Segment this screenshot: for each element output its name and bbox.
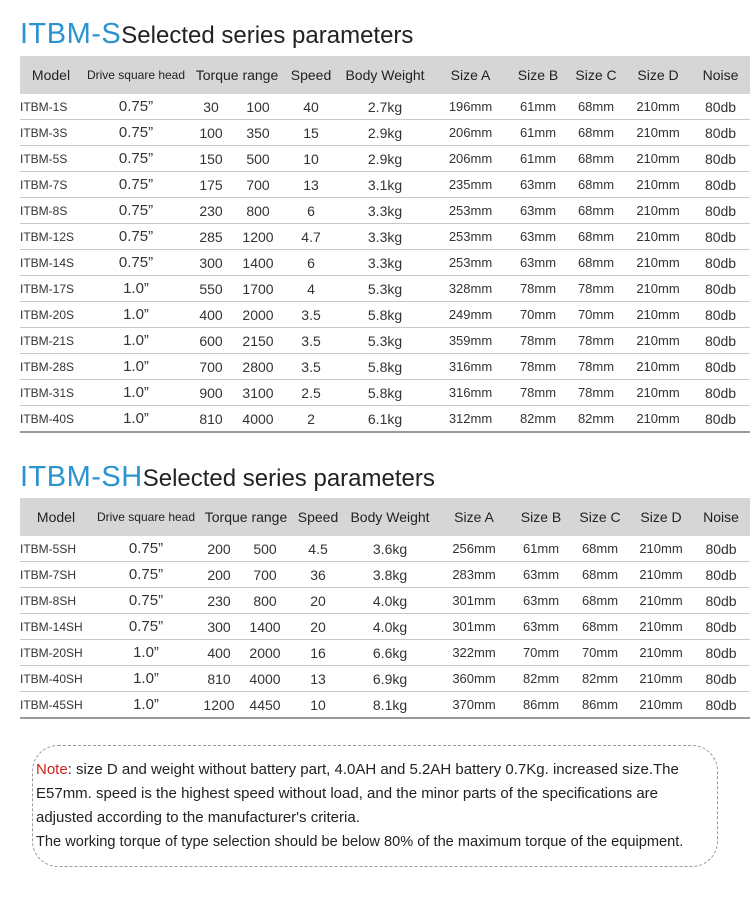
cell-noise: 80db: [691, 120, 750, 146]
cell-size-a: 328mm: [432, 276, 509, 302]
cell-torque-min: 1200: [200, 692, 238, 719]
table-row: [20, 250, 750, 276]
cell-size-a: 370mm: [436, 692, 512, 719]
note-line-1: [36, 758, 736, 782]
header-size-b: Size B: [512, 498, 570, 536]
cell-size-a: 316mm: [432, 380, 509, 406]
cell-body-weight: 2.9kg: [338, 146, 432, 172]
cell-size-d: 210mm: [630, 692, 692, 719]
cell-size-b: 61mm: [512, 536, 570, 562]
cell-size-d: 210mm: [625, 172, 691, 198]
cell-speed: 6: [284, 198, 338, 224]
cell-noise: 80db: [692, 588, 750, 614]
cell-noise: 80db: [692, 614, 750, 640]
spec-table-itbm-s: [20, 56, 750, 433]
cell-speed: 36: [292, 562, 344, 588]
cell-size-c: 68mm: [570, 536, 630, 562]
cell-size-a: 359mm: [432, 328, 509, 354]
cell-drive-square-head: 0.75”: [82, 120, 190, 146]
table-header-row: [20, 56, 750, 94]
table-row: [20, 640, 750, 666]
cell-size-a: 235mm: [432, 172, 509, 198]
cell-drive-square-head: 1.0”: [82, 302, 190, 328]
cell-size-c: 68mm: [570, 562, 630, 588]
cell-size-b: 61mm: [509, 120, 567, 146]
cell-size-d: 210mm: [630, 588, 692, 614]
cell-noise: 80db: [691, 250, 750, 276]
cell-size-c: 78mm: [567, 276, 625, 302]
table-row: [20, 172, 750, 198]
header-noise: Noise: [692, 498, 750, 536]
cell-body-weight: 5.8kg: [338, 302, 432, 328]
header-size-b: Size B: [509, 56, 567, 94]
cell-body-weight: 2.9kg: [338, 120, 432, 146]
cell-torque-max: 350: [232, 120, 284, 146]
cell-size-b: 63mm: [512, 588, 570, 614]
table-row: [20, 354, 750, 380]
cell-body-weight: 4.0kg: [344, 614, 436, 640]
cell-noise: 80db: [691, 198, 750, 224]
cell-size-c: 82mm: [567, 406, 625, 433]
cell-size-a: 312mm: [432, 406, 509, 433]
header-model: Model: [20, 498, 92, 536]
cell-size-a: 316mm: [432, 354, 509, 380]
table-row: [20, 146, 750, 172]
cell-size-b: 63mm: [512, 562, 570, 588]
cell-drive-square-head: 0.75”: [92, 562, 200, 588]
header-size-c: Size C: [567, 56, 625, 94]
cell-speed: 40: [284, 94, 338, 120]
table-row: [20, 666, 750, 692]
cell-model: ITBM-20SH: [20, 640, 92, 666]
cell-model: ITBM-12S: [20, 224, 82, 250]
cell-size-b: 82mm: [512, 666, 570, 692]
table-row: [20, 120, 750, 146]
cell-size-d: 210mm: [625, 146, 691, 172]
cell-torque-min: 810: [190, 406, 232, 433]
cell-torque-min: 810: [200, 666, 238, 692]
cell-size-b: 61mm: [509, 94, 567, 120]
cell-torque-min: 400: [190, 302, 232, 328]
cell-size-d: 210mm: [625, 380, 691, 406]
cell-size-b: 78mm: [509, 328, 567, 354]
cell-torque-max: 2000: [232, 302, 284, 328]
cell-torque-min: 30: [190, 94, 232, 120]
section-title-itbm-s: [20, 18, 413, 51]
cell-drive-square-head: 0.75”: [92, 614, 200, 640]
cell-torque-min: 900: [190, 380, 232, 406]
cell-drive-square-head: 0.75”: [82, 198, 190, 224]
cell-noise: 80db: [692, 536, 750, 562]
cell-size-a: 206mm: [432, 120, 509, 146]
cell-speed: 20: [292, 588, 344, 614]
cell-size-c: 68mm: [567, 198, 625, 224]
cell-size-c: 78mm: [567, 380, 625, 406]
cell-body-weight: 5.3kg: [338, 328, 432, 354]
cell-model: ITBM-21S: [20, 328, 82, 354]
cell-torque-min: 285: [190, 224, 232, 250]
cell-model: ITBM-28S: [20, 354, 82, 380]
note-line-4: The working torque of type selection should be below 80% of the maximum torque of the equipment.: [36, 834, 684, 850]
cell-drive-square-head: 0.75”: [92, 536, 200, 562]
cell-size-c: 68mm: [567, 146, 625, 172]
cell-size-a: 360mm: [436, 666, 512, 692]
cell-size-d: 210mm: [625, 328, 691, 354]
cell-noise: 80db: [691, 406, 750, 433]
note-line-3: adjusted according to the manufacturer's criteria.: [36, 809, 360, 826]
cell-noise: 80db: [691, 224, 750, 250]
cell-size-a: 301mm: [436, 588, 512, 614]
cell-model: ITBM-1S: [20, 94, 82, 120]
cell-speed: 4.5: [292, 536, 344, 562]
cell-drive-square-head: 0.75”: [82, 224, 190, 250]
cell-size-b: 78mm: [509, 380, 567, 406]
cell-body-weight: 3.3kg: [338, 198, 432, 224]
table-row: [20, 536, 750, 562]
header-body-weight: Body Weight: [344, 498, 436, 536]
cell-torque-min: 230: [200, 588, 238, 614]
header-torque-range: Torque range: [200, 498, 292, 536]
cell-noise: 80db: [691, 328, 750, 354]
cell-size-c: 70mm: [570, 640, 630, 666]
header-size-c: Size C: [570, 498, 630, 536]
cell-size-c: 86mm: [570, 692, 630, 719]
cell-torque-max: 1700: [232, 276, 284, 302]
cell-model: ITBM-40S: [20, 406, 82, 433]
note-line-2: E57mm. speed is the highest speed without load, and the minor parts of the specifications are: [36, 785, 659, 802]
cell-size-c: 68mm: [567, 224, 625, 250]
cell-size-c: 82mm: [570, 666, 630, 692]
cell-torque-max: 2000: [238, 640, 292, 666]
cell-speed: 13: [292, 666, 344, 692]
cell-size-a: 256mm: [436, 536, 512, 562]
cell-drive-square-head: 0.75”: [92, 588, 200, 614]
cell-torque-max: 2800: [232, 354, 284, 380]
cell-size-d: 210mm: [630, 536, 692, 562]
cell-size-d: 210mm: [630, 640, 692, 666]
table-header-row: [20, 498, 750, 536]
cell-size-a: 301mm: [436, 614, 512, 640]
spec-table-itbm-sh: [20, 498, 750, 719]
cell-size-b: 78mm: [509, 354, 567, 380]
cell-body-weight: 5.8kg: [338, 354, 432, 380]
cell-size-a: 322mm: [436, 640, 512, 666]
cell-noise: 80db: [691, 276, 750, 302]
cell-model: ITBM-8S: [20, 198, 82, 224]
cell-torque-min: 300: [190, 250, 232, 276]
cell-drive-square-head: 1.0”: [92, 692, 200, 719]
cell-size-d: 210mm: [625, 406, 691, 433]
table-row: [20, 406, 750, 433]
note-label: Note: [36, 761, 68, 778]
cell-speed: 4.7: [284, 224, 338, 250]
table-row: [20, 614, 750, 640]
cell-size-c: 68mm: [567, 250, 625, 276]
header-torque-range: Torque range: [190, 56, 284, 94]
cell-size-b: 78mm: [509, 276, 567, 302]
cell-size-a: 253mm: [432, 250, 509, 276]
cell-size-a: 196mm: [432, 94, 509, 120]
cell-speed: 15: [284, 120, 338, 146]
header-size-d: Size D: [630, 498, 692, 536]
cell-noise: 80db: [691, 354, 750, 380]
table-row: [20, 198, 750, 224]
table-row: [20, 224, 750, 250]
cell-model: ITBM-14S: [20, 250, 82, 276]
cell-body-weight: 2.7kg: [338, 94, 432, 120]
cell-torque-max: 700: [238, 562, 292, 588]
header-body-weight: Body Weight: [338, 56, 432, 94]
header-drive-square-head: Drive square head: [82, 56, 190, 94]
cell-body-weight: 6.1kg: [338, 406, 432, 433]
header-model: Model: [20, 56, 82, 94]
cell-size-c: 68mm: [567, 94, 625, 120]
cell-speed: 10: [284, 146, 338, 172]
cell-size-b: 70mm: [512, 640, 570, 666]
table-row: [20, 94, 750, 120]
cell-body-weight: 3.3kg: [338, 250, 432, 276]
cell-torque-min: 230: [190, 198, 232, 224]
cell-size-d: 210mm: [625, 354, 691, 380]
cell-body-weight: 6.6kg: [344, 640, 436, 666]
cell-torque-min: 300: [200, 614, 238, 640]
cell-size-d: 210mm: [625, 94, 691, 120]
cell-model: ITBM-45SH: [20, 692, 92, 719]
cell-noise: 80db: [691, 146, 750, 172]
cell-size-b: 82mm: [509, 406, 567, 433]
cell-body-weight: 5.8kg: [338, 380, 432, 406]
header-size-a: Size A: [436, 498, 512, 536]
cell-model: ITBM-31S: [20, 380, 82, 406]
cell-drive-square-head: 0.75”: [82, 146, 190, 172]
cell-body-weight: 3.6kg: [344, 536, 436, 562]
cell-size-b: 63mm: [512, 614, 570, 640]
cell-drive-square-head: 1.0”: [82, 380, 190, 406]
cell-noise: 80db: [691, 302, 750, 328]
cell-torque-min: 400: [200, 640, 238, 666]
cell-size-c: 78mm: [567, 328, 625, 354]
cell-body-weight: 6.9kg: [344, 666, 436, 692]
cell-speed: 3.5: [284, 328, 338, 354]
cell-torque-max: 700: [232, 172, 284, 198]
cell-drive-square-head: 1.0”: [82, 328, 190, 354]
cell-body-weight: 8.1kg: [344, 692, 436, 719]
cell-torque-max: 1200: [232, 224, 284, 250]
cell-size-b: 63mm: [509, 250, 567, 276]
cell-size-a: 206mm: [432, 146, 509, 172]
cell-drive-square-head: 0.75”: [82, 250, 190, 276]
cell-speed: 2: [284, 406, 338, 433]
cell-speed: 6: [284, 250, 338, 276]
cell-drive-square-head: 1.0”: [82, 354, 190, 380]
cell-size-d: 210mm: [625, 250, 691, 276]
cell-torque-max: 800: [238, 588, 292, 614]
cell-drive-square-head: 1.0”: [82, 406, 190, 433]
cell-body-weight: 5.3kg: [338, 276, 432, 302]
cell-size-a: 283mm: [436, 562, 512, 588]
cell-torque-max: 500: [238, 536, 292, 562]
cell-torque-min: 700: [190, 354, 232, 380]
cell-noise: 80db: [691, 380, 750, 406]
cell-model: ITBM-8SH: [20, 588, 92, 614]
cell-noise: 80db: [692, 640, 750, 666]
table-row: [20, 302, 750, 328]
cell-speed: 4: [284, 276, 338, 302]
cell-torque-max: 1400: [238, 614, 292, 640]
cell-size-d: 210mm: [630, 562, 692, 588]
cell-model: ITBM-5S: [20, 146, 82, 172]
cell-torque-min: 550: [190, 276, 232, 302]
cell-size-b: 70mm: [509, 302, 567, 328]
series-name: ITBM-SH: [20, 461, 143, 493]
cell-speed: 13: [284, 172, 338, 198]
cell-size-b: 86mm: [512, 692, 570, 719]
cell-model: ITBM-7S: [20, 172, 82, 198]
cell-size-a: 253mm: [432, 224, 509, 250]
header-speed: Speed: [284, 56, 338, 94]
cell-noise: 80db: [692, 562, 750, 588]
cell-size-d: 210mm: [625, 120, 691, 146]
cell-size-d: 210mm: [630, 614, 692, 640]
cell-size-b: 63mm: [509, 198, 567, 224]
cell-size-c: 70mm: [567, 302, 625, 328]
header-drive-square-head: Drive square head: [92, 498, 200, 536]
cell-model: ITBM-20S: [20, 302, 82, 328]
cell-speed: 3.5: [284, 302, 338, 328]
cell-torque-max: 500: [232, 146, 284, 172]
cell-size-c: 78mm: [567, 354, 625, 380]
cell-torque-max: 800: [232, 198, 284, 224]
cell-torque-max: 4000: [238, 666, 292, 692]
note-text: [36, 758, 736, 854]
cell-noise: 80db: [692, 692, 750, 719]
cell-speed: 10: [292, 692, 344, 719]
section-subtitle: Selected series parameters: [142, 465, 435, 492]
cell-drive-square-head: 1.0”: [92, 666, 200, 692]
cell-drive-square-head: 0.75”: [82, 172, 190, 198]
table-row: [20, 588, 750, 614]
cell-size-d: 210mm: [625, 198, 691, 224]
cell-model: ITBM-5SH: [20, 536, 92, 562]
cell-body-weight: 3.3kg: [338, 224, 432, 250]
note-line-1-text: : size D and weight without battery part, 4.0AH and 5.2AH battery 0.7Kg. increased size.The: [67, 761, 679, 778]
cell-torque-max: 2150: [232, 328, 284, 354]
section-subtitle: Selected series parameters: [121, 22, 414, 49]
cell-torque-min: 200: [200, 562, 238, 588]
table-row: [20, 328, 750, 354]
cell-size-c: 68mm: [567, 172, 625, 198]
cell-body-weight: 4.0kg: [344, 588, 436, 614]
cell-torque-max: 3100: [232, 380, 284, 406]
cell-size-d: 210mm: [625, 302, 691, 328]
cell-model: ITBM-40SH: [20, 666, 92, 692]
header-size-a: Size A: [432, 56, 509, 94]
cell-size-b: 63mm: [509, 172, 567, 198]
header-speed: Speed: [292, 498, 344, 536]
cell-size-c: 68mm: [567, 120, 625, 146]
table-row: [20, 562, 750, 588]
cell-noise: 80db: [691, 172, 750, 198]
series-name: ITBM-S: [20, 18, 122, 50]
cell-drive-square-head: 1.0”: [82, 276, 190, 302]
cell-size-b: 63mm: [509, 224, 567, 250]
header-noise: Noise: [691, 56, 750, 94]
table-row: [20, 380, 750, 406]
cell-size-a: 249mm: [432, 302, 509, 328]
cell-torque-min: 150: [190, 146, 232, 172]
cell-size-d: 210mm: [625, 224, 691, 250]
section-title-itbm-sh: [20, 461, 435, 494]
cell-size-b: 61mm: [509, 146, 567, 172]
cell-speed: 16: [292, 640, 344, 666]
header-size-d: Size D: [625, 56, 691, 94]
cell-noise: 80db: [692, 666, 750, 692]
cell-model: ITBM-3S: [20, 120, 82, 146]
cell-size-d: 210mm: [630, 666, 692, 692]
cell-size-a: 253mm: [432, 198, 509, 224]
cell-torque-max: 100: [232, 94, 284, 120]
cell-body-weight: 3.1kg: [338, 172, 432, 198]
cell-size-c: 68mm: [570, 614, 630, 640]
table-row: [20, 692, 750, 719]
cell-speed: 3.5: [284, 354, 338, 380]
cell-torque-min: 600: [190, 328, 232, 354]
cell-size-c: 68mm: [570, 588, 630, 614]
cell-torque-max: 4450: [238, 692, 292, 719]
cell-model: ITBM-7SH: [20, 562, 92, 588]
table-row: [20, 276, 750, 302]
cell-body-weight: 3.8kg: [344, 562, 436, 588]
cell-torque-min: 200: [200, 536, 238, 562]
cell-speed: 2.5: [284, 380, 338, 406]
cell-torque-min: 175: [190, 172, 232, 198]
cell-drive-square-head: 0.75”: [82, 94, 190, 120]
cell-size-d: 210mm: [625, 276, 691, 302]
cell-speed: 20: [292, 614, 344, 640]
cell-drive-square-head: 1.0”: [92, 640, 200, 666]
cell-model: ITBM-17S: [20, 276, 82, 302]
cell-torque-min: 100: [190, 120, 232, 146]
cell-model: ITBM-14SH: [20, 614, 92, 640]
cell-torque-max: 1400: [232, 250, 284, 276]
cell-noise: 80db: [691, 94, 750, 120]
cell-torque-max: 4000: [232, 406, 284, 433]
